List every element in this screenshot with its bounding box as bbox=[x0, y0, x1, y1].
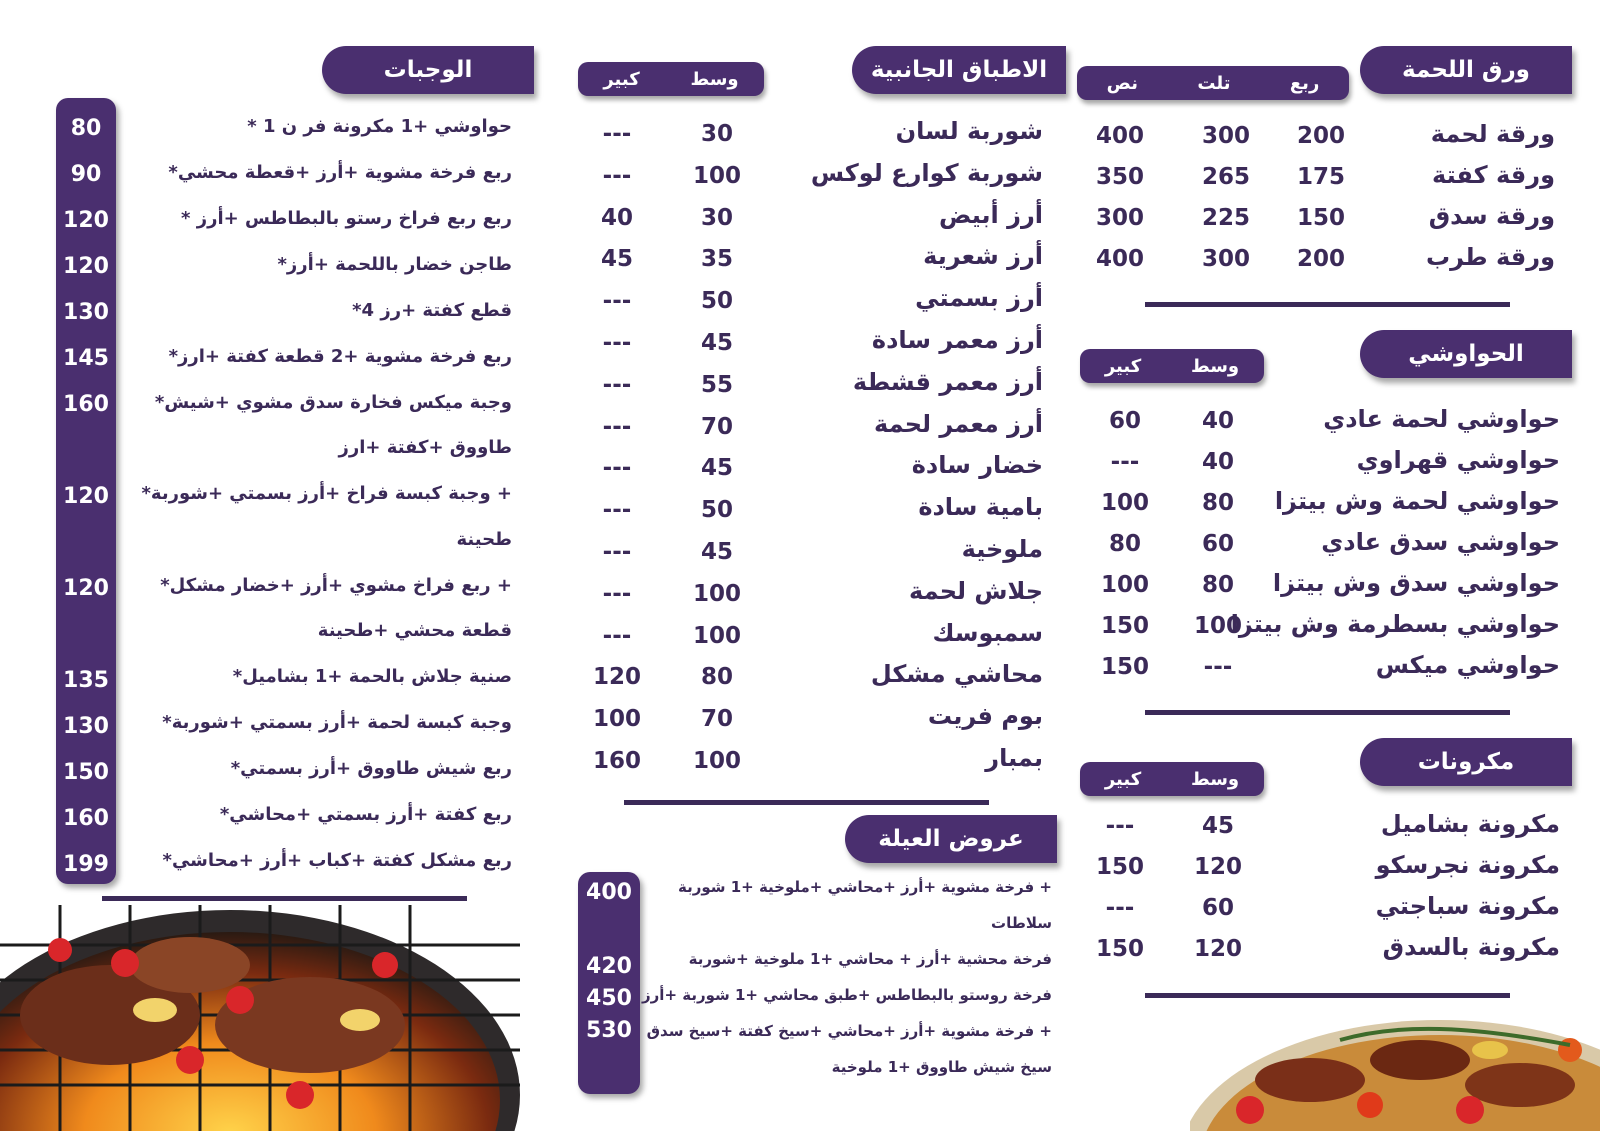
price: 199 bbox=[63, 852, 109, 877]
price-large: 40 bbox=[600, 204, 633, 231]
meal-line: *وجبة كبسة فراخ +أرز بسمتي +شوربة + bbox=[141, 483, 512, 504]
price-medium: 30 bbox=[700, 121, 733, 147]
price-medium: 50 bbox=[700, 497, 733, 524]
price: 120 bbox=[63, 484, 109, 509]
section-title: الاطباق الجانبية bbox=[870, 57, 1048, 83]
meal-line: *ربع كفتة +أرز بسمتي +محاشي bbox=[219, 804, 512, 825]
price-medium: 80 bbox=[1201, 490, 1234, 516]
item-name: جلاش لحمة bbox=[909, 576, 1043, 605]
price-third: 225 bbox=[1201, 205, 1250, 231]
item-name: مكرونة بشاميل bbox=[1380, 810, 1560, 838]
price-medium: 80 bbox=[700, 664, 733, 691]
price-medium: 70 bbox=[700, 413, 733, 440]
meal-line: * ربع ربع فراخ رستو بالبطاطس +أرز bbox=[181, 208, 512, 229]
price-medium: 100 bbox=[1193, 613, 1242, 639]
divider bbox=[624, 800, 989, 805]
section-header-sides bbox=[852, 46, 1066, 94]
price-medium: 35 bbox=[700, 246, 733, 273]
column-header-pasta bbox=[1080, 762, 1264, 796]
item-name: مكرونة سباجتي bbox=[1375, 892, 1560, 920]
item-name: ورقة طرب bbox=[1425, 243, 1555, 271]
price-large: 150 bbox=[1100, 613, 1149, 639]
meal-line: * 1 حواوشي +1 مكرونة فر ن bbox=[247, 116, 512, 137]
item-name: ورقة كفتة bbox=[1432, 161, 1555, 189]
divider bbox=[1145, 302, 1510, 307]
offer-line: فرخة مشوية +أرز +محاشي +ملوخية +1 شوربة + bbox=[677, 878, 1052, 896]
price-medium: 80 bbox=[1201, 572, 1234, 598]
column-header-sides bbox=[578, 62, 764, 96]
meals-price-bar bbox=[56, 98, 116, 884]
divider bbox=[102, 896, 467, 901]
column-header-waraq bbox=[1077, 66, 1349, 100]
col-label: كبير bbox=[603, 68, 640, 90]
col-label: ربع bbox=[1289, 72, 1320, 94]
col-label: وسط bbox=[1190, 355, 1240, 377]
price-quarter: 200 bbox=[1296, 123, 1345, 149]
family-price-bar bbox=[578, 872, 640, 1094]
divider bbox=[1145, 710, 1510, 715]
price-large: 150 bbox=[1095, 936, 1144, 962]
offer-line: فرخة روستو بالبطاطس +طبق محاشي +1 شوربة +أرز bbox=[642, 986, 1052, 1004]
price-medium: 40 bbox=[1201, 408, 1234, 434]
price-large: 100 bbox=[1100, 490, 1149, 516]
price-medium: 55 bbox=[700, 371, 733, 398]
meal-line: *ربع فرخة مشوية +2 قطعة كفتة +ارز bbox=[168, 346, 512, 367]
item-name: ورقة سدق bbox=[1428, 202, 1555, 230]
meal-line: طحينة bbox=[456, 529, 512, 550]
item-name: حواوشي لحمة عادي bbox=[1323, 405, 1560, 433]
price: 130 bbox=[63, 714, 109, 739]
price: 160 bbox=[63, 806, 109, 831]
price-large: --- bbox=[1110, 449, 1140, 475]
column-header-hawawshi bbox=[1080, 349, 1264, 383]
meal-line: *4 قطع كفتة +رز bbox=[352, 300, 512, 321]
section-header-family bbox=[845, 815, 1057, 863]
item-name: أرز بسمتي bbox=[915, 284, 1043, 313]
meal-line: *ربع فراخ مشوي +أرز +خضار مشكل + bbox=[160, 575, 512, 596]
item-name: بوم فريت bbox=[927, 702, 1043, 731]
section-title: عروض العيلة bbox=[878, 826, 1024, 852]
meal-line: قطعة محشي +طحينة bbox=[317, 620, 512, 641]
col-label: نص bbox=[1106, 72, 1138, 94]
meal-line: *ربع شيش طاووق +أرز بسمتي bbox=[230, 758, 512, 779]
item-name: شوربة لسان bbox=[895, 117, 1043, 145]
section-header-meals bbox=[322, 46, 534, 94]
price: 130 bbox=[63, 300, 109, 325]
price-medium: 45 bbox=[700, 539, 733, 565]
item-name: حواوشي سدق عادي bbox=[1321, 528, 1560, 556]
price-large: 160 bbox=[592, 748, 641, 774]
price-large: --- bbox=[602, 497, 632, 524]
meal-line: *طاجن خضار باللحمة +أرز bbox=[277, 254, 512, 275]
grill-image bbox=[0, 905, 520, 1131]
section-header-waraq bbox=[1360, 46, 1572, 94]
price-half: 300 bbox=[1095, 205, 1144, 231]
meal-line: *ربع فرخة مشوية +أرز +قعطة محشي bbox=[168, 162, 512, 183]
price-quarter: 175 bbox=[1296, 164, 1345, 190]
item-name: حواوشي سدق وش بيتزا bbox=[1272, 569, 1560, 597]
item-name: محاشي مشكل bbox=[870, 660, 1043, 689]
section-title: الحواوشي bbox=[1408, 341, 1524, 367]
offer-line: فرخة محشية +أرز + محاشي +1 ملوخية +شوربة bbox=[688, 950, 1052, 968]
price: 420 bbox=[586, 954, 632, 979]
col-label: وسط bbox=[690, 68, 739, 90]
price-medium: 100 bbox=[692, 580, 741, 607]
price-large: 100 bbox=[1100, 572, 1149, 598]
divider bbox=[1145, 993, 1510, 998]
item-name: خضار سادة bbox=[911, 451, 1043, 480]
price: 135 bbox=[63, 668, 109, 693]
price-half: 400 bbox=[1095, 246, 1144, 272]
section-header-hawawshi bbox=[1360, 330, 1572, 378]
price-third: 300 bbox=[1201, 246, 1250, 272]
price: 120 bbox=[63, 208, 109, 233]
section-header-pasta bbox=[1360, 738, 1572, 786]
price-large: --- bbox=[1105, 895, 1135, 921]
section-title: ورق اللحمة bbox=[1402, 57, 1530, 83]
price-medium: 50 bbox=[700, 288, 733, 315]
meal-line: *وجبة كبسة لحمة +أرز بسمتي +شوربة bbox=[162, 712, 512, 733]
item-name: أرز معمر قشطة bbox=[852, 367, 1043, 396]
price-large: --- bbox=[602, 330, 632, 356]
offer-line: سيخ شيش طاووق +1 ملوخية bbox=[831, 1058, 1052, 1076]
price-large: --- bbox=[602, 455, 632, 482]
item-name: أرز أبيض bbox=[939, 200, 1043, 229]
item-name: مكرونة نجرسكو bbox=[1375, 851, 1560, 879]
meal-line: *صنية جلاش بالحمة +1 بشاميل bbox=[232, 666, 512, 687]
price-medium: 100 bbox=[692, 162, 741, 189]
price-medium: 45 bbox=[700, 330, 733, 356]
price-medium: 100 bbox=[692, 622, 741, 649]
price-medium: 120 bbox=[1193, 854, 1242, 880]
price-large: 120 bbox=[592, 664, 641, 691]
price-large: --- bbox=[602, 580, 632, 607]
price-medium: 100 bbox=[692, 748, 741, 774]
price-medium: 45 bbox=[1201, 813, 1234, 839]
price-large: --- bbox=[602, 622, 632, 649]
price-large: 100 bbox=[592, 706, 641, 733]
price-half: 350 bbox=[1095, 164, 1144, 190]
price-large: --- bbox=[602, 162, 632, 189]
item-name: أرز شعرية bbox=[923, 242, 1043, 271]
item-name: أرز معمر لحمة bbox=[874, 409, 1043, 438]
item-name: حواوشي لحمة وش بيتزا bbox=[1274, 487, 1560, 515]
price-quarter: 150 bbox=[1296, 205, 1345, 231]
price-quarter: 200 bbox=[1296, 246, 1345, 272]
price-medium: 45 bbox=[700, 455, 733, 482]
section-title: مكرونات bbox=[1417, 749, 1515, 775]
offer-line: فرخة مشوية +أرز +محاشي +سيخ كفتة +سيخ سدق + bbox=[646, 1022, 1052, 1040]
item-name: ورقة لحمة bbox=[1430, 120, 1555, 148]
price: 120 bbox=[63, 254, 109, 279]
offer-line: سلاطات bbox=[991, 914, 1052, 932]
meal-line: *ربع مشكل كفتة +كباب +أرز +محاشي bbox=[162, 850, 512, 871]
item-name: حواوشي ميكس bbox=[1375, 651, 1560, 679]
price: 530 bbox=[586, 1018, 632, 1043]
price: 450 bbox=[586, 986, 632, 1011]
price: 400 bbox=[586, 880, 632, 905]
price: 145 bbox=[63, 346, 109, 371]
meal-line: *وجبة ميكس فخارة سدق مشوي +شيش bbox=[154, 392, 512, 413]
meal-line: طاووق +كفتة +ارز bbox=[338, 437, 512, 458]
price-large: 80 bbox=[1108, 531, 1141, 557]
item-name: حواوشي قهراوي bbox=[1356, 446, 1560, 474]
price-large: --- bbox=[602, 413, 632, 440]
price-large: --- bbox=[602, 539, 632, 565]
price: 160 bbox=[63, 392, 109, 417]
item-name: سمبوسك bbox=[932, 618, 1043, 647]
price-medium: 60 bbox=[1201, 895, 1234, 921]
item-name: بامية سادة bbox=[918, 493, 1043, 522]
price-third: 265 bbox=[1201, 164, 1250, 190]
col-label: وسط bbox=[1190, 768, 1240, 790]
item-name: حواوشي بسطرمة وش بيتزا bbox=[1230, 610, 1560, 638]
price-large: 150 bbox=[1100, 654, 1149, 680]
price-medium: 60 bbox=[1201, 531, 1234, 557]
price: 120 bbox=[63, 576, 109, 601]
price-large: --- bbox=[602, 288, 632, 315]
price-large: 150 bbox=[1095, 854, 1144, 880]
price-medium: 30 bbox=[700, 204, 733, 231]
price: 80 bbox=[70, 116, 102, 141]
col-label: تلت bbox=[1197, 72, 1231, 94]
col-label: كبير bbox=[1104, 355, 1142, 377]
price-medium: --- bbox=[1203, 654, 1233, 680]
price-large: --- bbox=[602, 121, 632, 147]
item-name: ملوخية bbox=[961, 535, 1043, 563]
price-large: --- bbox=[1105, 813, 1135, 839]
price: 150 bbox=[63, 760, 109, 785]
price-medium: 40 bbox=[1201, 449, 1234, 475]
price-medium: 70 bbox=[700, 706, 733, 733]
kebab-image bbox=[1190, 1010, 1600, 1131]
section-title: الوجبات bbox=[383, 57, 473, 83]
item-name: مكرونة بالسدق bbox=[1382, 933, 1560, 961]
item-name: شوربة كوارع لوكس bbox=[810, 158, 1043, 187]
item-name: أرز معمر سادة bbox=[871, 326, 1043, 354]
price-medium: 120 bbox=[1193, 936, 1242, 962]
price-third: 300 bbox=[1201, 123, 1250, 149]
price: 90 bbox=[70, 162, 102, 187]
item-name: بمبار bbox=[985, 744, 1043, 772]
price-half: 400 bbox=[1095, 123, 1144, 149]
price-large: 45 bbox=[600, 246, 633, 273]
price-large: --- bbox=[602, 371, 632, 398]
price-large: 60 bbox=[1108, 408, 1141, 434]
col-label: كبير bbox=[1104, 768, 1142, 790]
